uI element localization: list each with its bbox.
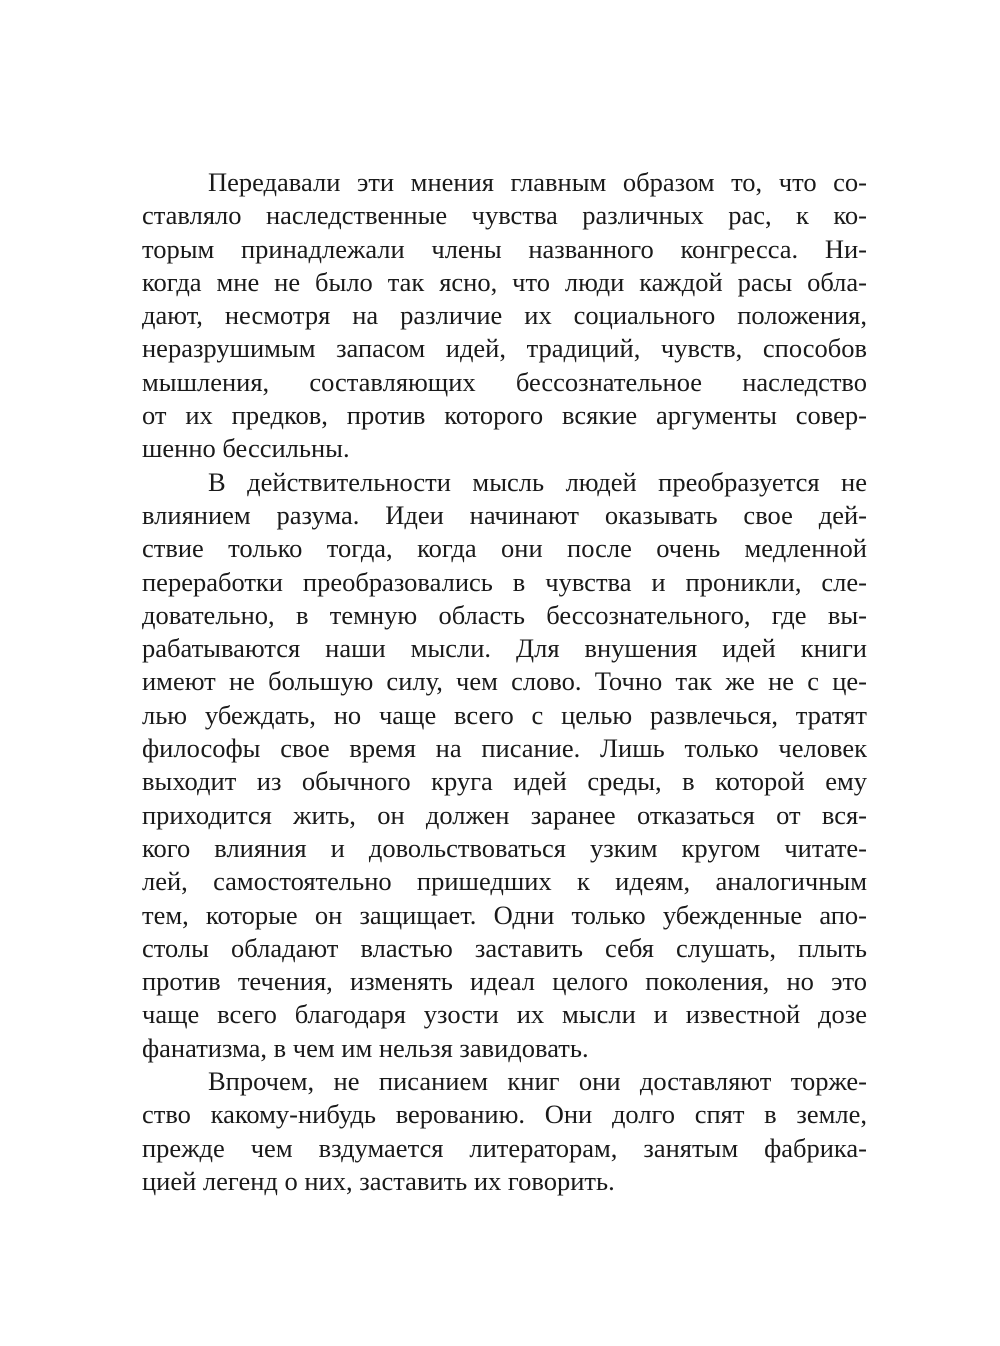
text-line: шенно бессильны. [142, 433, 350, 464]
text-line: кого влияния и довольствоваться узким кругом читате- [142, 832, 867, 863]
text-line: рабатываются наши мысли. Для внушения идей книги [142, 633, 867, 664]
text-line: выходит из обычного круга идей среды, в которой ему [142, 766, 867, 797]
paragraph-2 [142, 466, 867, 1065]
text-line: прежде чем вздумается литераторам, занятым фабрика- [142, 1132, 867, 1163]
paragraph-3 [142, 1065, 867, 1198]
text-line: влиянием разума. Идеи начинают оказывать свое дей- [142, 499, 867, 530]
body-text [142, 166, 867, 1198]
text-line: фанатизма, в чем им нельзя завидовать. [142, 1032, 589, 1063]
text-line: ство какому-нибудь верованию. Они долго спят в земле, [142, 1099, 867, 1130]
text-line: ствие только тогда, когда они после очень медленной [142, 533, 867, 564]
text-line: тем, которые он защищает. Одни только убежденные апо- [142, 899, 867, 930]
text-line: ставляло наследственные чувства различных рас, к ко- [142, 200, 867, 231]
text-line: неразрушимым запасом идей, традиций, чувств, способов [142, 333, 867, 364]
text-line: довательно, в темную область бессознательного, где вы- [142, 599, 867, 630]
text-line: лью убеждать, но чаще всего с целью развлечься, тратят [142, 699, 867, 730]
text-line: философы свое время на писание. Лишь только человек [142, 733, 867, 764]
paragraph-1 [142, 166, 867, 466]
text-line: чаще всего благодаря узости их мысли и известной дозе [142, 999, 867, 1030]
text-line: когда мне не было так ясно, что люди каждой расы обла- [142, 266, 867, 297]
text-line: В действительности мысль людей преобразуется не [208, 466, 867, 497]
text-line: цией легенд о них, заставить их говорить. [142, 1165, 615, 1196]
text-line: торым принадлежали члены названного конгресса. Ни- [142, 233, 867, 264]
text-line: столы обладают властью заставить себя слушать, плыть [142, 932, 867, 963]
text-line: дают, несмотря на различие их социального положения, [142, 300, 867, 331]
text-line: от их предков, против которого всякие аргументы совер- [142, 400, 867, 431]
text-line: Впрочем, не писанием книг они доставляют торже- [208, 1066, 867, 1097]
text-line: имеют не большую силу, чем слово. Точно так же не с це- [142, 666, 867, 697]
text-line: мышления, составляющих бессознательное наследство [142, 366, 867, 397]
text-line: лей, самостоятельно пришедших к идеям, аналогичным [142, 866, 867, 897]
text-line: Передавали эти мнения главным образом то, что со- [208, 167, 867, 197]
text-line: приходится жить, он должен заранее отказаться от вся- [142, 799, 867, 830]
text-line: против течения, изменять идеал целого поколения, но это [142, 966, 867, 997]
text-line: переработки преобразовались в чувства и проникли, сле- [142, 566, 867, 597]
